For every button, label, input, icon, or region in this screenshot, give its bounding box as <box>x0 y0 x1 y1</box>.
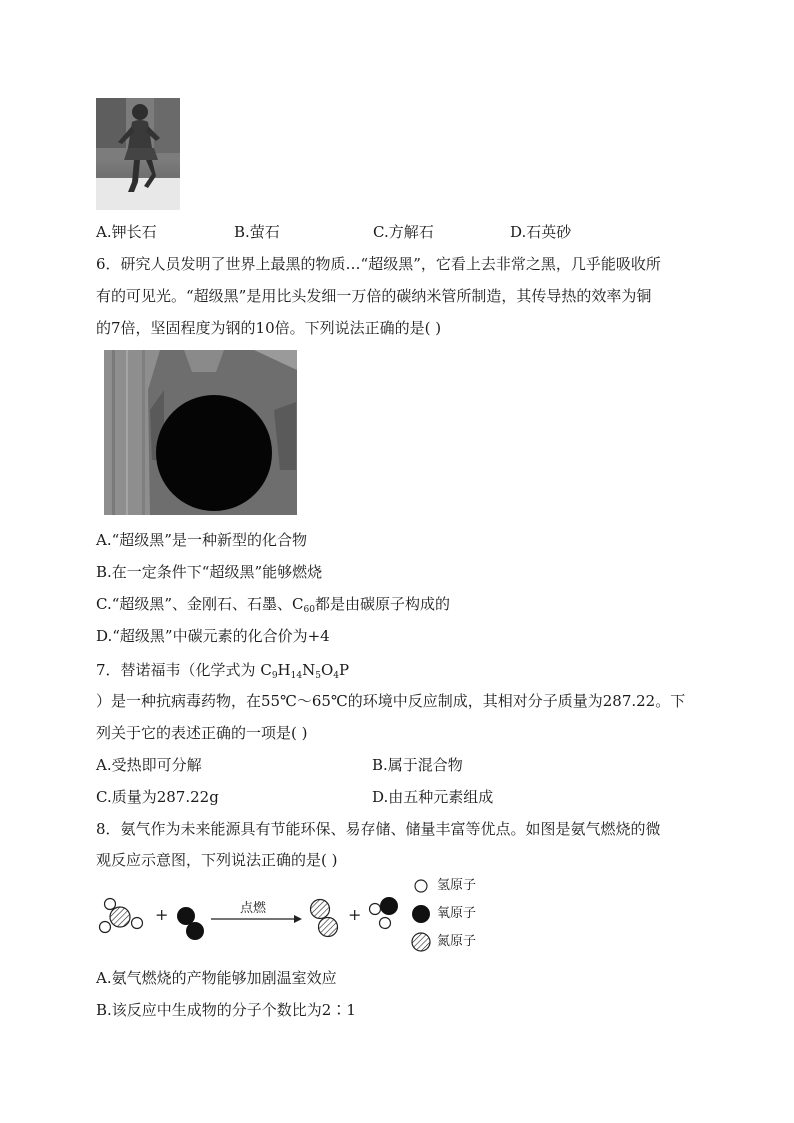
formula-n-n: 5 <box>315 671 321 681</box>
plus-sign-2: + <box>348 905 362 924</box>
plus-sign-1: + <box>155 905 169 924</box>
formula-n-o: 4 <box>333 671 339 681</box>
water-molecule <box>370 897 399 929</box>
q8-stem-line2: 观反应示意图，下列说法正确的是( ) <box>96 851 338 869</box>
formula-el-o: O <box>320 661 334 679</box>
legend-hydrogen-marker <box>415 880 427 892</box>
q5-option-d: D.石英砂 <box>510 223 572 241</box>
super-black-figure <box>104 350 297 515</box>
q8-option-b: B.该反应中生成物的分子个数比为2∶1 <box>96 1001 356 1019</box>
q7-option-b: B.属于混合物 <box>372 756 463 774</box>
formula-el-h: H <box>277 661 291 679</box>
legend-oxygen-label: 氧原子 <box>437 906 477 921</box>
q6-option-c <box>96 594 450 614</box>
super-black-disc <box>156 395 272 511</box>
q6-stem-line1: 6．研究人员发明了世界上最黑的物质…“超级黑”，它看上去非常之黑，几乎能吸收所 <box>96 255 661 273</box>
formula-el-n: N <box>302 661 316 679</box>
q5-option-b: B.萤石 <box>234 223 280 241</box>
formula-n-c: 9 <box>271 671 278 681</box>
tenofovir-formula <box>260 661 349 679</box>
arrow-label: 点燃 <box>240 901 267 916</box>
super-black-photo <box>104 350 297 515</box>
q7-option-c: C.质量为287.22g <box>96 788 219 806</box>
legend-nitrogen-marker <box>412 933 430 951</box>
q6-stem-line3: 的7倍，坚固程度为钢的10倍。下列说法正确的是( ) <box>96 319 442 337</box>
q7-stem-line1 <box>96 660 349 680</box>
q6-option-d: D.“超级黑”中碳元素的化合价为+4 <box>96 627 330 645</box>
q6-option-a: A.“超级黑”是一种新型的化合物 <box>96 531 307 549</box>
legend-nitrogen-label: 氮原子 <box>437 934 477 949</box>
arrowhead-icon <box>294 915 302 923</box>
nitrogen-molecule <box>311 900 338 937</box>
q7-stem-line2: ）是一种抗病毒药物，在55℃～65℃的环境中反应制成，其相对分子质量为287.22。下 <box>96 692 686 710</box>
ammonia-molecule <box>100 899 143 933</box>
legend-oxygen-marker <box>412 905 430 923</box>
q8-option-a: A.氨气燃烧的产物能够加剧温室效应 <box>96 969 337 987</box>
statue-figure <box>96 98 180 210</box>
q7-option-d: D.由五种元素组成 <box>372 788 494 806</box>
formula-n-h: 14 <box>290 671 303 681</box>
q7-stem-text: 7．替诺福韦（化学式为 <box>96 661 261 679</box>
q7-stem-line3: 列关于它的表述正确的一项是( ) <box>96 724 308 742</box>
q6-option-c-tail: 都是由碳原子构成的 <box>314 595 450 613</box>
q7-option-a: A.受热即可分解 <box>96 756 202 774</box>
q5-option-a: A.钾长石 <box>96 223 157 241</box>
statue-photo <box>96 98 180 210</box>
q8-stem-line1: 8．氨气作为未来能源具有节能环保、易存储、储量丰富等优点。如图是氨气燃烧的微 <box>96 820 661 838</box>
q5-option-c: C.方解石 <box>373 223 434 241</box>
legend-hydrogen-label: 氢原子 <box>437 878 477 893</box>
formula-el-p: P <box>339 661 350 679</box>
q6-stem-line2: 有的可见光。“超级黑”是用比头发细一万倍的碳纳米管所制造，其传导热的效率为铜 <box>96 287 652 305</box>
formula-el-c: C <box>260 661 272 679</box>
q6-option-c-text: C.“超级黑”、金刚石、石墨、C <box>96 595 304 613</box>
c60-subscript: 60 <box>303 605 315 615</box>
q6-option-b: B.在一定条件下“超级黑”能够燃烧 <box>96 563 323 581</box>
oxygen-molecule <box>177 907 204 940</box>
